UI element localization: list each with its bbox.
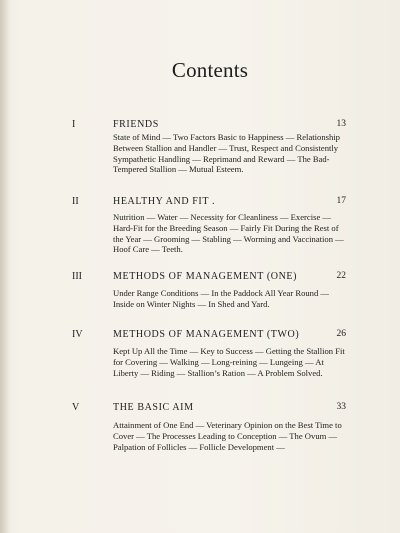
chapter-number: III <box>72 271 82 282</box>
chapter-page-number: 33 <box>336 402 346 412</box>
chapter-number: II <box>72 196 79 207</box>
chapter-number: V <box>72 402 80 413</box>
chapter-description: Kept Up All the Time — Key to Success — Getting the Stallion Fit for Covering — Walking — Long-reining — Lungeing — At Liberty — Riding — Stallion’s Ration — A Problem Solved. <box>113 346 345 378</box>
chapter-number: IV <box>72 329 83 340</box>
chapter-description: Attainment of One End — Veterinary Opinion on the Best Time to Cover — The Processes Leading to Conception — The Ovum — Palpation of Follicles — Follicle Development — <box>113 420 342 452</box>
chapter-page-number: 26 <box>336 329 346 339</box>
chapter-title: FRIENDS <box>113 119 159 130</box>
chapter-number: I <box>72 119 76 130</box>
contents-heading: Contents <box>171 58 249 82</box>
chapter-page-number: 22 <box>336 271 346 281</box>
chapter-title: METHODS OF MANAGEMENT (TWO) <box>113 329 300 340</box>
chapter-title: METHODS OF MANAGEMENT (ONE) <box>113 271 298 282</box>
chapter-page-number: 17 <box>336 196 346 206</box>
chapter-description: State of Mind — Two Factors Basic to Happiness — Relationship Between Stallion and Handler — Trust, Respect and Consistently Sympathetic Handling — Reprimand and Reward — The Bad-Tempered Stallion — Mutual Esteem. <box>113 132 340 175</box>
chapter-description: Nutrition — Water — Necessity for Cleanliness — Exercise — Hard-Fit for the Breeding Season — Fairly Fit During the Rest of the Year — Grooming — Stabling — Worming and Vaccination — Hoof Care — Teeth. <box>113 212 344 255</box>
chapter-description: Under Range Conditions — In the Paddock All Year Round — Inside on Winter Nights — In Shed and Yard. <box>113 288 330 309</box>
chapter-page-number: 13 <box>336 119 346 129</box>
chapter-title: HEALTHY AND FIT . <box>113 196 216 207</box>
chapter-title: THE BASIC AIM <box>113 402 194 413</box>
